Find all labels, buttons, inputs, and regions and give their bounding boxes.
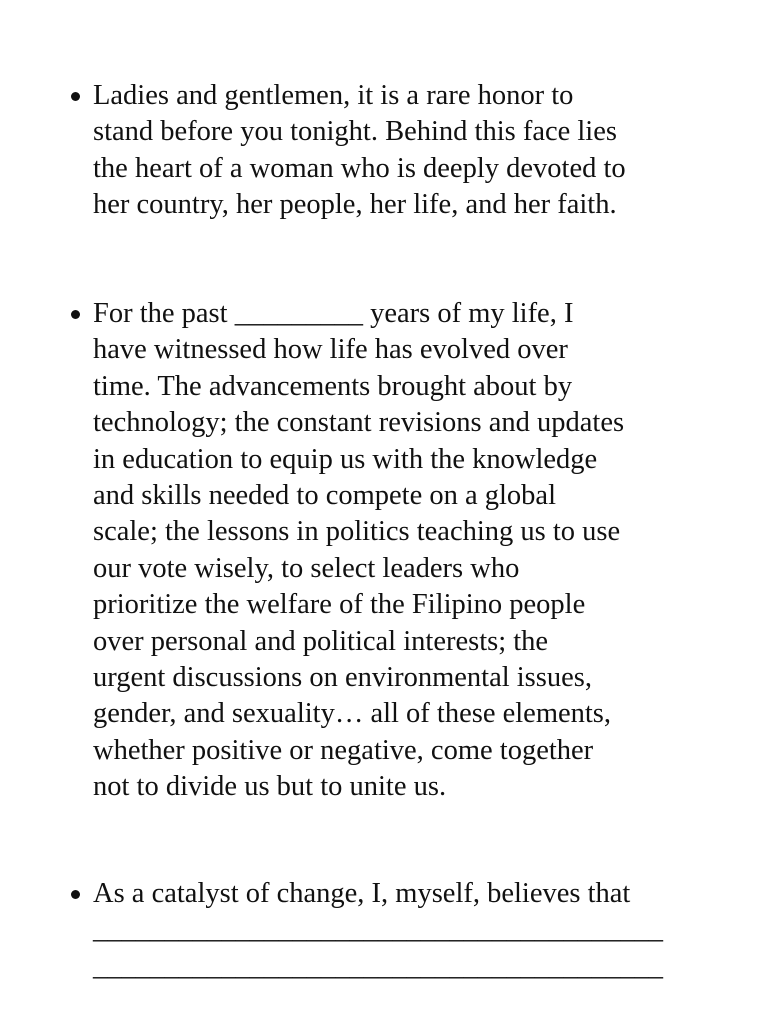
bullet-text-experience: For the past _________ years of my life, I have witnessed how life has evolved over time. The advancements brought about by technology; the constant revisions and updates in education to equip us with the knowledge and skills needed to compete on a global scale; the lessons in politics teaching us to use our vote wisely, to select leaders who prioritize the welfare of the Filipino people over personal and political interests; the urgent discussions on environmental issues, gender, and sexuality… all of these elements, whether positive or negative, come together not to divide us but to unite us. <box>93 298 625 803</box>
bullet-icon <box>71 310 80 319</box>
bullet-text-catalyst: As a catalyst of change, I, myself, believes that ________________________________________ ________________________________________ <box>93 878 663 982</box>
bullet-icon <box>71 92 80 101</box>
bullet-icon <box>71 890 80 899</box>
bullet-text-intro: Ladies and gentlemen, it is a rare honor to stand before you tonight. Behind this face lies the heart of a woman who is deeply devoted to her country, her people, her life, and her faith. <box>93 80 626 221</box>
